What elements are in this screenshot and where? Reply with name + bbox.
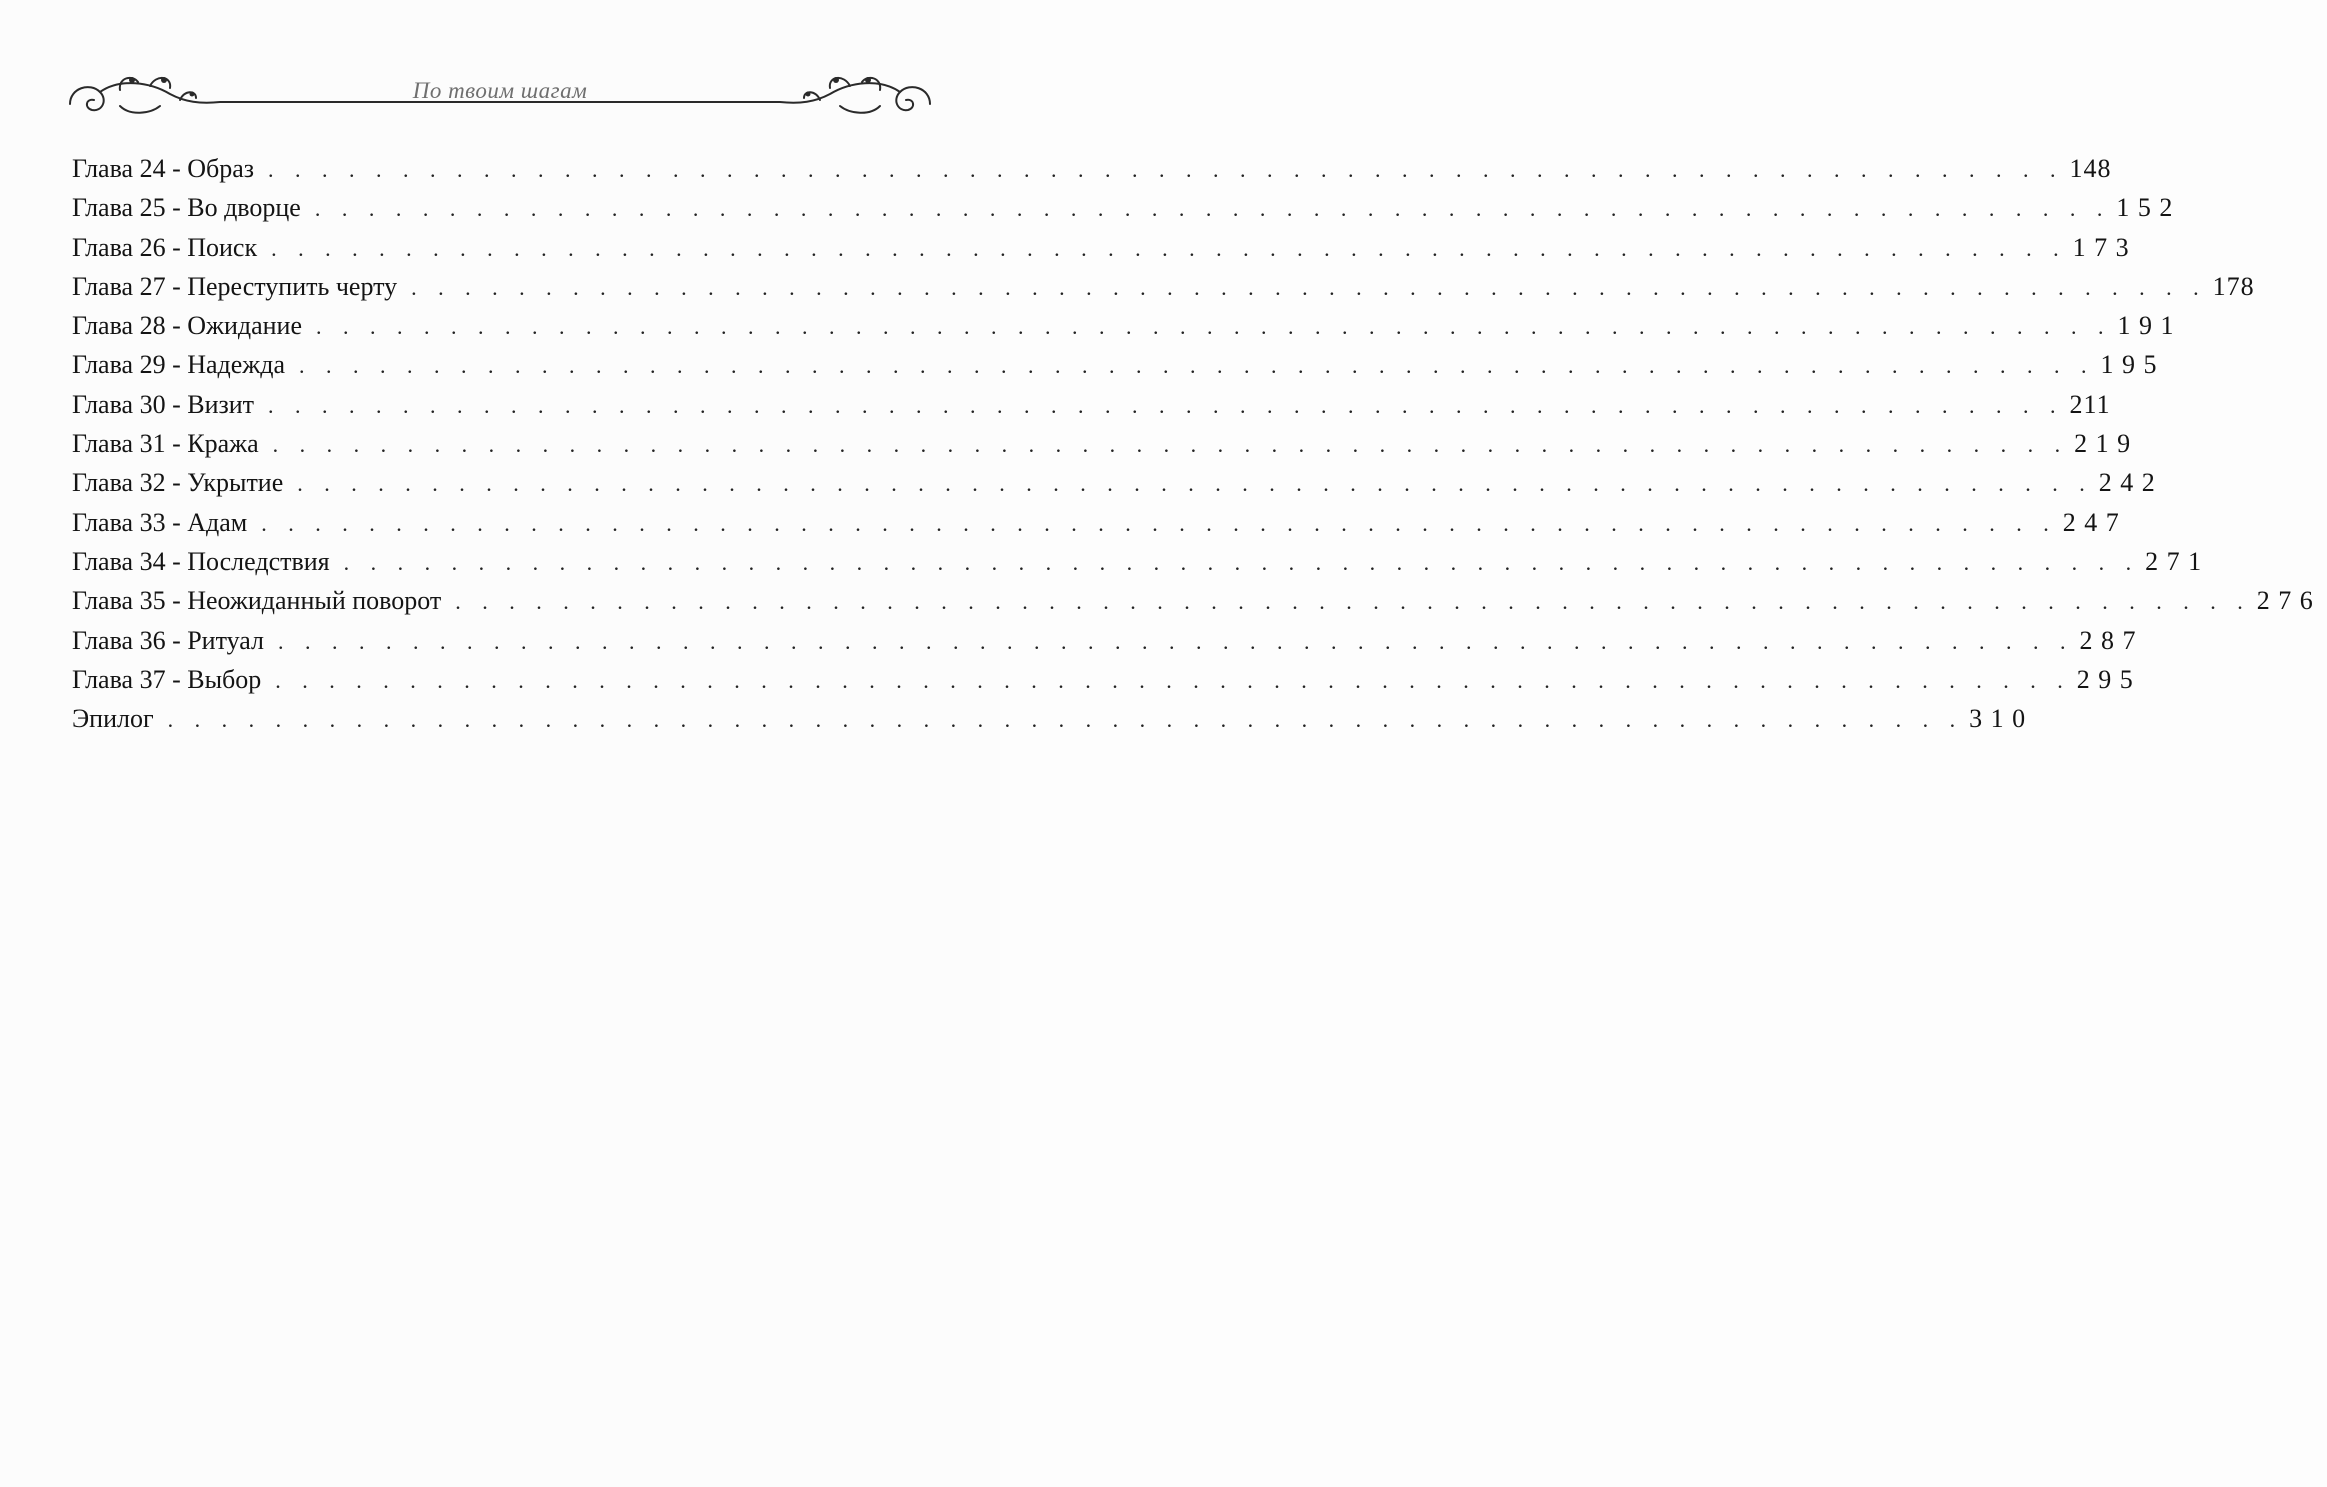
- toc-entry-title: Глава 34 - Последствия: [72, 546, 330, 576]
- table-of-contents: [72, 149, 2314, 738]
- toc-entry-page-number: 1 7 3: [2072, 232, 2130, 262]
- toc-entry: [72, 621, 2137, 660]
- toc-entry-title: Глава 31 - Кража: [72, 429, 259, 459]
- toc-entry-page-number: 1 9 1: [2117, 311, 2175, 341]
- toc-entry-page-number: 148: [2069, 154, 2112, 183]
- toc-dot-leader: . . . . . . . . . . . . . . . . . . . . . . . . . . . . . . . . . . . . . . . . . . . . . . . . . . . . . . . . . . . . . . . . . . .: [299, 353, 2095, 379]
- toc-entry-page-number: 2 4 2: [2098, 468, 2156, 498]
- toc-dot-leader: . . . . . . . . . . . . . . . . . . . . . . . . . . . . . . . . . . . . . . . . . . . . . . . . . . . . . . . . . . . . . . . . . . .: [268, 392, 2064, 418]
- toc-entry: [72, 463, 2156, 502]
- toc-entry-page-number: 3 1 0: [1969, 704, 2027, 734]
- toc-entry-page-number: 2 7 1: [2145, 546, 2203, 576]
- toc-dot-leader: . . . . . . . . . . . . . . . . . . . . . . . . . . . . . . . . . . . . . . . . . . . . . . . . . . . . . . . . . . . . . . . . . . .: [278, 628, 2074, 654]
- toc-entry-title: Глава 24 - Образ: [72, 154, 255, 183]
- toc-entry: [72, 345, 2158, 384]
- toc-entry: [72, 424, 2132, 463]
- toc-entry-title: Глава 32 - Укрытие: [72, 468, 284, 498]
- toc-dot-leader: . . . . . . . . . . . . . . . . . . . . . . . . . . . . . . . . . . . . . . . . . . . . . . . . . . . . . . . . . . . . . . . . . . .: [316, 314, 2112, 340]
- toc-entry-title: Глава 35 - Неожиданный поворот: [72, 586, 442, 616]
- toc-entry-title: Глава 25 - Во дворце: [72, 193, 301, 223]
- toc-entry-page-number: 2 8 7: [2079, 625, 2137, 655]
- toc-entry-page-number: 2 4 7: [2062, 507, 2120, 537]
- toc-entry: [72, 267, 2255, 306]
- toc-entry-title: Глава 28 - Ожидание: [72, 311, 303, 341]
- toc-entry: [72, 228, 2130, 267]
- toc-entry-title: Глава 26 - Поиск: [72, 232, 258, 262]
- toc-entry: [72, 581, 2314, 620]
- toc-entry-page-number: 1 5 2: [2116, 193, 2174, 223]
- toc-entry-page-number: 2 1 9: [2074, 429, 2132, 459]
- toc-entry-title: Глава 33 - Адам: [72, 507, 248, 537]
- running-title: По твоим шагам: [412, 78, 588, 103]
- toc-entry-page-number: 2 7 6: [2256, 586, 2314, 616]
- toc-entry-page-number: 2 9 5: [2076, 664, 2134, 694]
- toc-dot-leader: . . . . . . . . . . . . . . . . . . . . . . . . . . . . . . . . . . . . . . . . . . . . . . . . . . . . . . . . . . . . . . . . . . .: [314, 196, 2111, 222]
- toc-entry-title: Глава 36 - Ритуал: [72, 625, 265, 655]
- toc-entry: [72, 149, 2112, 188]
- toc-entry: [72, 385, 2111, 424]
- toc-entry: [72, 503, 2120, 542]
- toc-dot-leader: . . . . . . . . . . . . . . . . . . . . . . . . . . . . . . . . . . . . . . . . . . . . . . . . . . . . . . . . . . . . . . . . . . .: [271, 235, 2067, 261]
- toc-dot-leader: . . . . . . . . . . . . . . . . . . . . . . . . . . . . . . . . . . . . . . . . . . . . . . . . . . . . . . . . . . . . . . . . . . .: [411, 274, 2207, 300]
- toc-dot-leader: . . . . . . . . . . . . . . . . . . . . . . . . . . . . . . . . . . . . . . . . . . . . . . . . . . . . . . . . . . . . . . . . . . .: [297, 471, 2093, 497]
- toc-entry-title: Глава 30 - Визит: [72, 389, 255, 419]
- toc-dot-leader: . . . . . . . . . . . . . . . . . . . . . . . . . . . . . . . . . . . . . . . . . . . . . . . . . . . . . . . . . . . . . . . . . . .: [261, 510, 2057, 536]
- toc-dot-leader: . . . . . . . . . . . . . . . . . . . . . . . . . . . . . . . . . . . . . . . . . . . . . . . . . . . . . . . . . . . . . . . . . . .: [167, 707, 1964, 733]
- toc-entry-title: Глава 29 - Надежда: [72, 350, 286, 380]
- toc-dot-leader: . . . . . . . . . . . . . . . . . . . . . . . . . . . . . . . . . . . . . . . . . . . . . . . . . . . . . . . . . . . . . . . . . . .: [272, 432, 2069, 458]
- toc-entry-page-number: 1 9 5: [2100, 350, 2158, 380]
- toc-entry-title: Глава 27 - Переступить черту: [72, 271, 398, 301]
- toc-dot-leader: . . . . . . . . . . . . . . . . . . . . . . . . . . . . . . . . . . . . . . . . . . . . . . . . . . . . . . . . . . . . . . . . . . .: [268, 157, 2064, 182]
- toc-entry-page-number: 211: [2069, 389, 2111, 419]
- toc-entry-title: Глава 37 - Выбор: [72, 664, 262, 694]
- page-header: [60, 60, 940, 140]
- toc-entry: [72, 542, 2203, 581]
- toc-entry: [72, 188, 2174, 227]
- toc-dot-leader: . . . . . . . . . . . . . . . . . . . . . . . . . . . . . . . . . . . . . . . . . . . . . . . . . . . . . . . . . . . . . . . . . . .: [343, 549, 2140, 575]
- toc-dot-leader: . . . . . . . . . . . . . . . . . . . . . . . . . . . . . . . . . . . . . . . . . . . . . . . . . . . . . . . . . . . . . . . . . . .: [455, 589, 2251, 615]
- toc-entry: [72, 699, 2027, 738]
- toc-entry: [72, 306, 2175, 345]
- toc-entry-page-number: 178: [2212, 271, 2255, 301]
- toc-entry: [72, 660, 2134, 699]
- toc-dot-leader: . . . . . . . . . . . . . . . . . . . . . . . . . . . . . . . . . . . . . . . . . . . . . . . . . . . . . . . . . . . . . . . . . . .: [275, 667, 2071, 693]
- toc-entry-title: Эпилог: [72, 704, 154, 734]
